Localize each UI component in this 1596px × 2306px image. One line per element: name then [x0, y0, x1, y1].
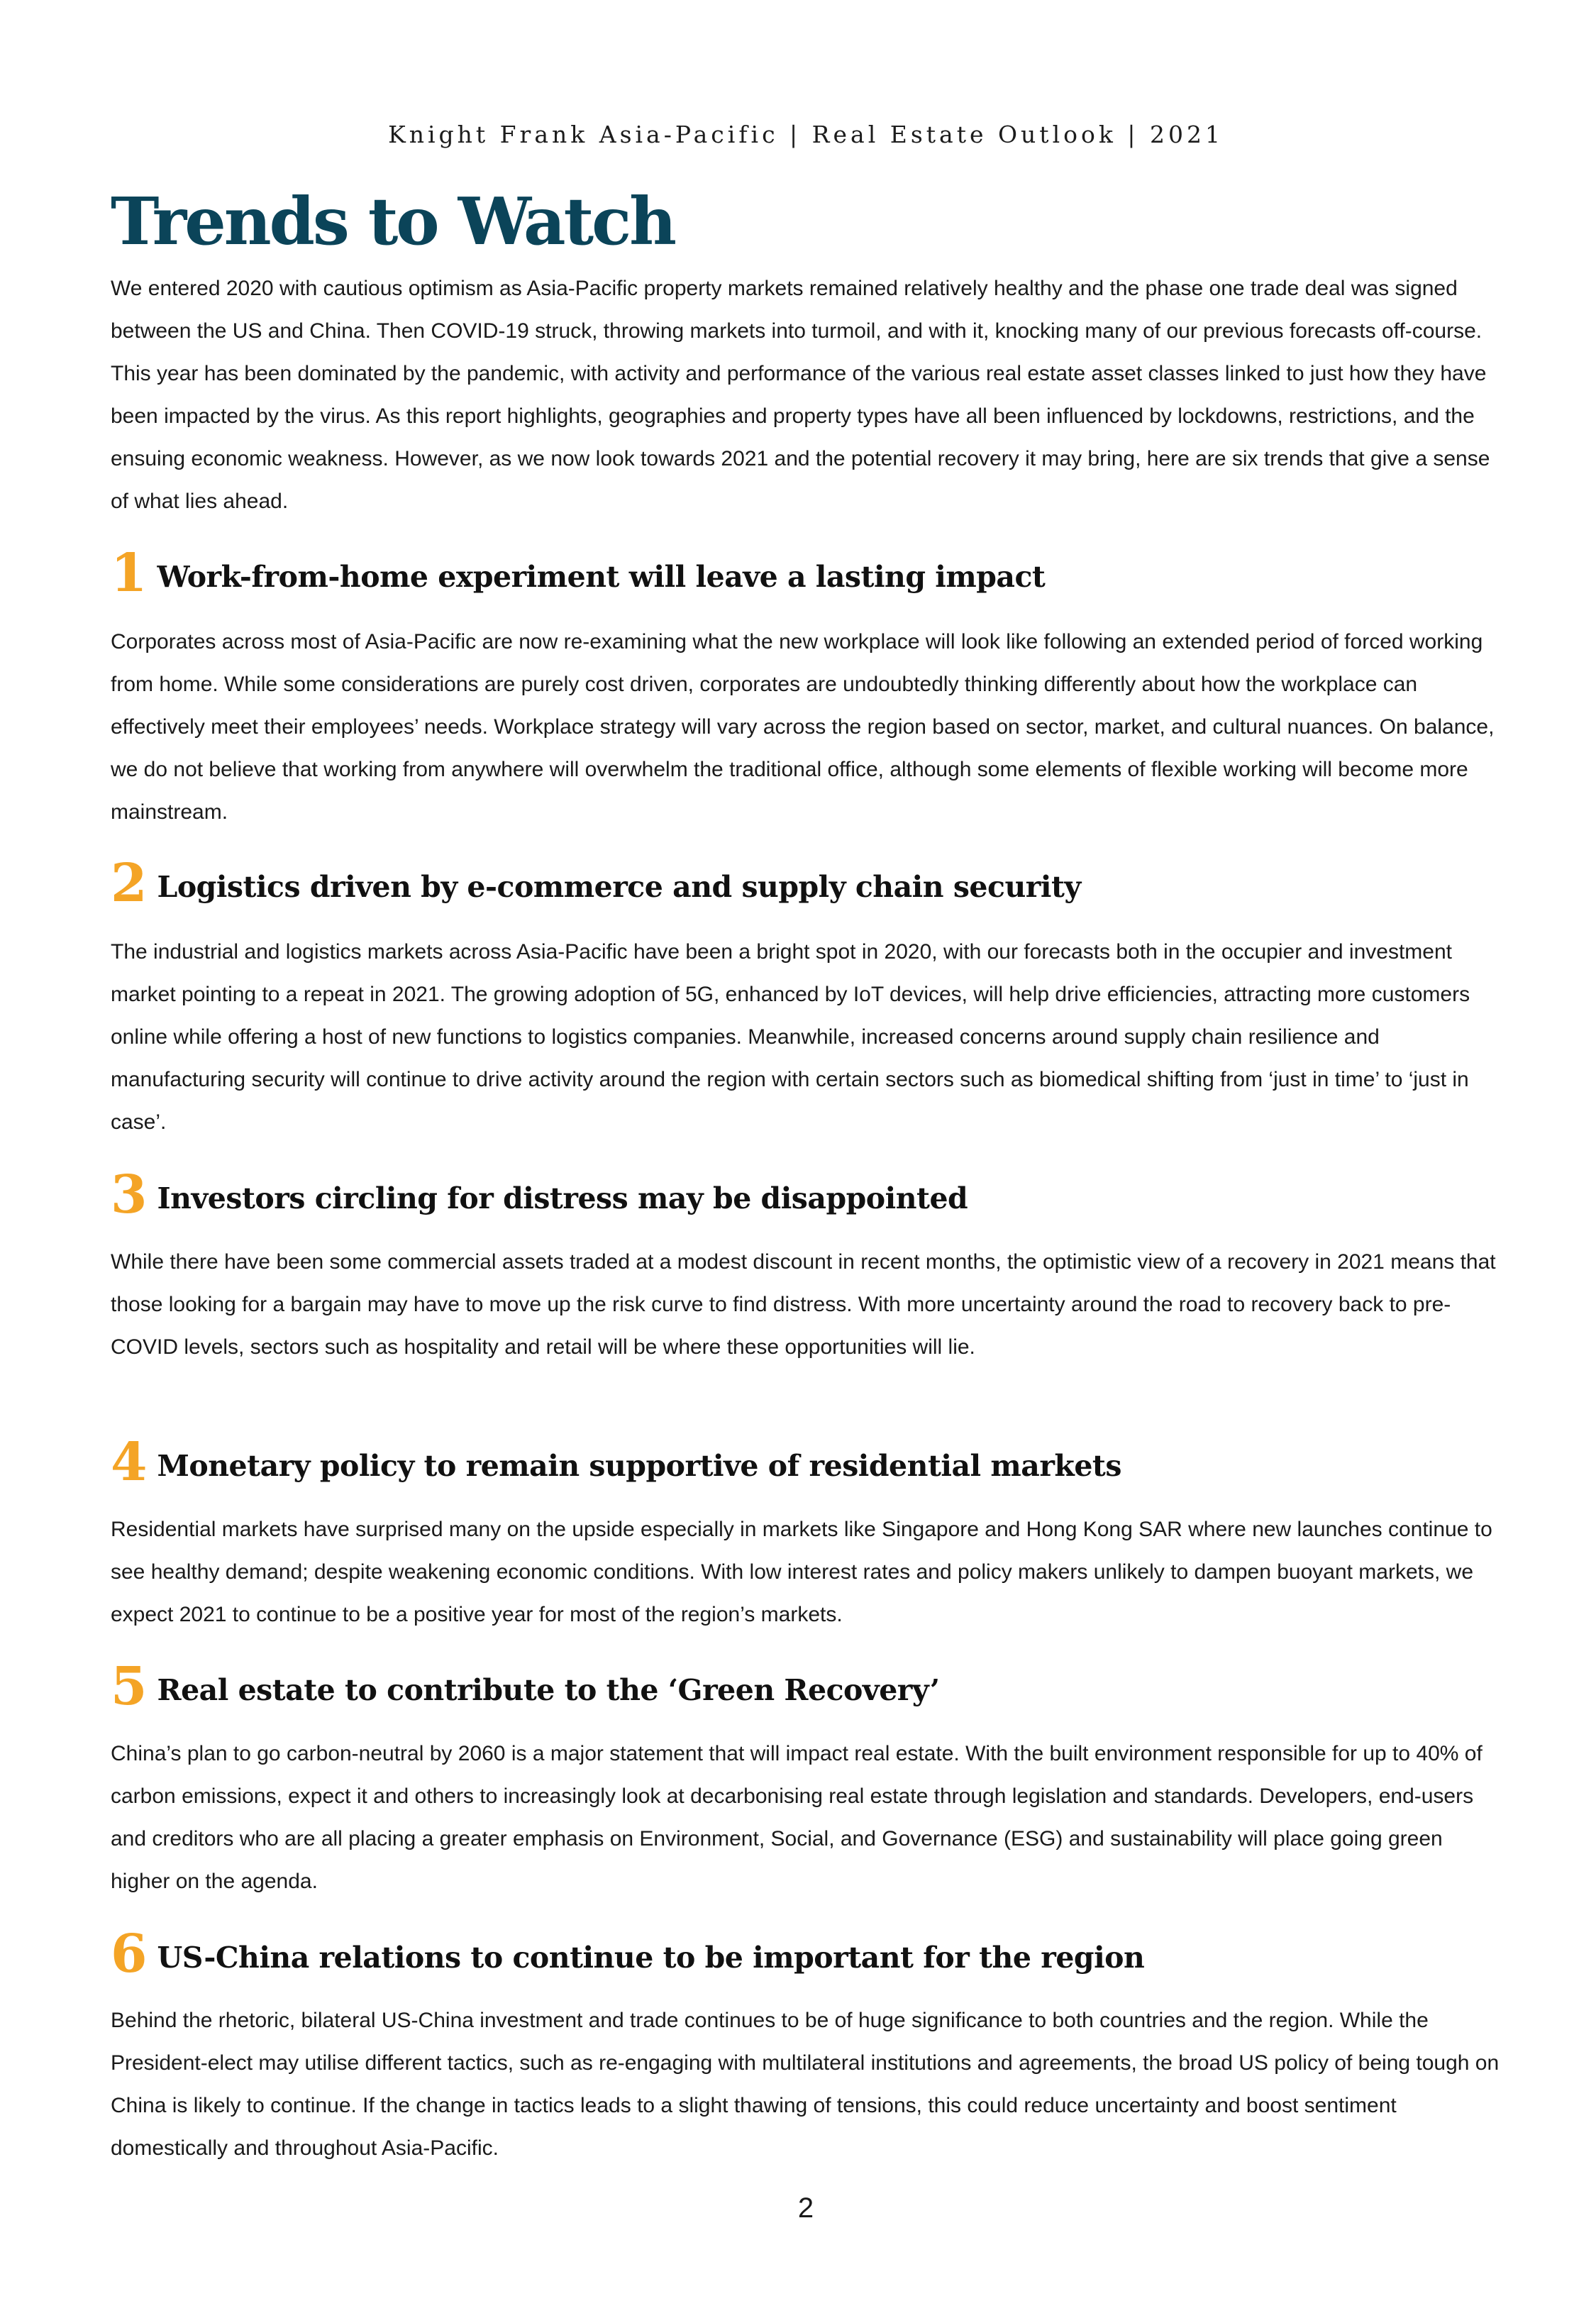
trend-heading-6 — [111, 1924, 1144, 1985]
trend-number: 2 — [111, 853, 148, 914]
trend-number: 1 — [111, 543, 148, 604]
intro-paragraph: We entered 2020 with cautious optimism as Asia-Pacific property markets remained relatively healthy and the phase one trade deal was signed between the US and China. Then COVID-19 struck, throwing markets into turmoil, and with it, knocking many of our previous forecasts off-course. This year has been dominated by the pandemic, with activity and performance of the various real estate asset classes linked to just how they have been impacted by the virus. As this report highlights, geographies and property types have all been influenced by lockdowns, restrictions, and the ensuing economic weakness. However, as we now look towards 2021 and the potential recovery it may bring, here are six trends that give a sense of what lies ahead. — [111, 277, 1490, 513]
trend-number: 6 — [111, 1924, 148, 1985]
trend-number: 4 — [111, 1432, 148, 1493]
trend-body-3: While there have been some commercial assets traded at a modest discount in recent months, the optimistic view of a recovery in 2021 means that those looking for a bargain may have to move up the risk curve to find distress. With more uncertainty around the road to recovery back to pre-COVID levels, sectors such as hospitality and retail will be where these opportunities will lie. — [111, 1250, 1496, 1359]
trend-title: Work-from-home experiment will leave a lasting impact — [157, 560, 1046, 594]
trend-number: 5 — [111, 1656, 148, 1717]
page-number: 2 — [797, 2192, 814, 2224]
trend-title: Logistics driven by e-commerce and supply chain security — [157, 870, 1081, 904]
trend-title: Investors circling for distress may be disappointed — [157, 1181, 968, 1215]
trend-heading-3 — [111, 1164, 968, 1225]
trend-body-2: The industrial and logistics markets across Asia-Pacific have been a bright spot in 2020, with our forecasts both in the occupier and investment market pointing to a repeat in 2021. The growing adoption of 5G, enhanced by IoT devices, will help drive efficiencies, attracting more customers online while offering a host of new functions to logistics companies. Meanwhile, increased concerns around supply chain resilience and manufacturing security will continue to drive activity around the region with certain sectors such as biomedical shifting from ‘just in time’ to ‘just in case’. — [111, 940, 1470, 1134]
trend-body-6: Behind the rhetoric, bilateral US-China investment and trade continues to be of huge significance to both countries and the region. While the President-elect may utilise different tactics, such as re-engaging with multilateral institutions and agreements, the broad US policy of being tough on China is likely to continue. If the change in tactics leads to a slight thawing of tensions, this could reduce uncertainty and boost sentiment domestically and throughout Asia-Pacific. — [111, 2009, 1500, 2160]
trend-heading-4 — [111, 1432, 1121, 1493]
trend-heading-5 — [111, 1656, 940, 1717]
trend-heading-1 — [111, 543, 1045, 604]
trend-heading-2 — [111, 853, 1081, 914]
trend-title: Real estate to contribute to the ‘Green Recovery’ — [157, 1673, 940, 1707]
trend-number: 3 — [111, 1164, 148, 1225]
trend-body-4: Residential markets have surprised many on the upside especially in markets like Singapore and Hong Kong SAR where new launches continue to see healthy demand; despite weakening economic conditions. With low interest rates and policy makers unlikely to dampen buoyant markets, we expect 2021 to continue to be a positive year for most of the region’s markets. — [111, 1518, 1492, 1626]
trend-body-1: Corporates across most of Asia-Pacific are now re-examining what the new workplace will look like following an extended period of forced working from home. While some considerations are purely cost driven, corporates are undoubtedly thinking differently about how the workplace can effectively meet their employees’ needs. Workplace strategy will vary across the region based on sector, market, and cultural nuances. On balance, we do not believe that working from anywhere will overwhelm the traditional office, although some elements of flexible working will become more mainstream. — [111, 630, 1495, 824]
trend-title: Monetary policy to remain supportive of residential markets — [157, 1449, 1121, 1483]
running-header: Knight Frank Asia-Pacific | Real Estate Outlook | 2021 — [388, 121, 1224, 148]
trend-title: US-China relations to continue to be important for the region — [157, 1941, 1145, 1975]
trend-body-5: China’s plan to go carbon-neutral by 2060 is a major statement that will impact real estate. With the built environment responsible for up to 40% of carbon emissions, expect it and others to increasingly look at decarbonising real estate through legislation and standards. Developers, end-users and creditors who are all placing a greater emphasis on Environment, Social, and Governance (ESG) and sustainability will place going green higher on the agenda. — [111, 1742, 1483, 1893]
page-title: Trends to Watch — [111, 183, 675, 260]
